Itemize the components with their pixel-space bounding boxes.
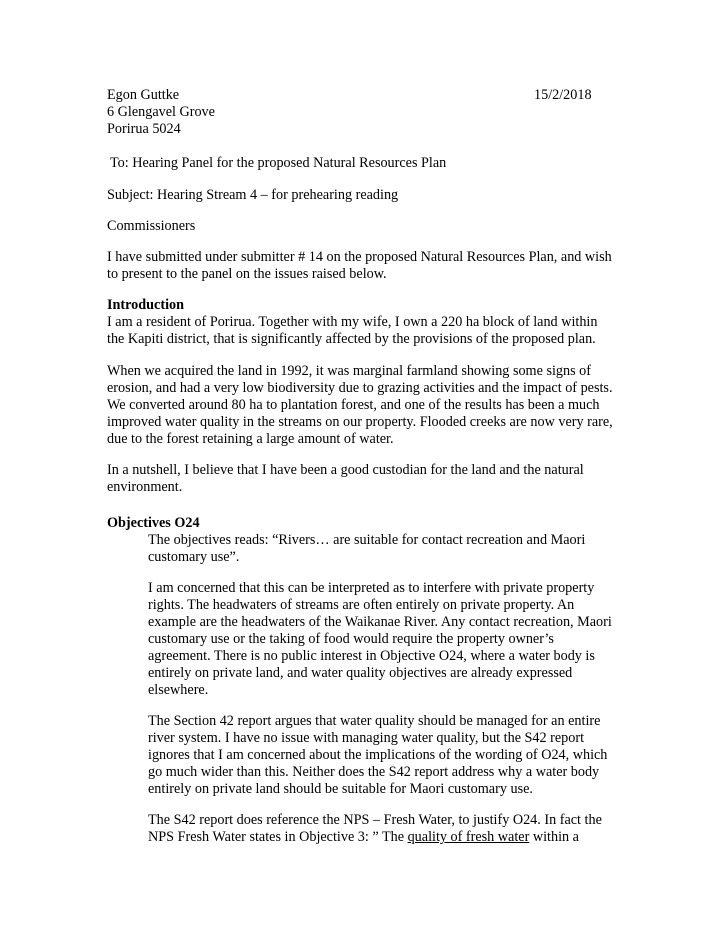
objectives-para2-line: I am concerned that this can be interpreted as to interfere with private property — [148, 580, 595, 596]
subject-line: Subject: Hearing Stream 4 – for prehearing reading — [107, 187, 399, 203]
intro-para2-line: When we acquired the land in 1992, it was marginal farmland showing some signs of — [107, 363, 591, 379]
sender-name: Egon Guttke — [107, 87, 180, 103]
objectives-para2-line: customary use or the taking of food would require the property owner’s — [148, 631, 554, 647]
objectives-para3-line: entirely on private land should be suitable for Maori customary use. — [148, 781, 533, 797]
objectives-para2-line: agreement. There is no public interest in Objective O24, where a water body is — [148, 648, 595, 664]
objectives-para2-line: rights. The headwaters of streams are often entirely on private property. An — [148, 597, 575, 613]
objectives-para2-line: example are the headwaters of the Waikanae River. Any contact recreation, Maori — [148, 614, 612, 630]
opening-line-2: to present to the panel on the issues raised below. — [107, 266, 387, 282]
objectives-para4-line-2 — [148, 829, 579, 846]
introduction-heading: Introduction — [107, 297, 184, 313]
intro-para1-line: the Kapiti district, that is significantly affected by the provisions of the proposed plan. — [107, 331, 596, 347]
intro-para3-line: environment. — [107, 479, 183, 495]
objectives-heading: Objectives O24 — [107, 515, 200, 531]
intro-para3-line: In a nutshell, I believe that I have been a good custodian for the land and the natural — [107, 462, 584, 478]
objectives-para3-line: The Section 42 report argues that water quality should be managed for an entire — [148, 713, 601, 729]
objectives-para3-line: river system. I have no issue with managing water quality, but the S42 report — [148, 730, 585, 746]
objectives-para1-line: customary use”. — [148, 549, 240, 565]
para4-text-after: within a — [529, 829, 579, 845]
objectives-para3-line: ignores that I am concerned about the implications of the wording of O24, which — [148, 747, 608, 763]
underlined-phrase: quality of fresh water — [407, 829, 530, 845]
intro-para2-line: due to the forest retaining a large amount of water. — [107, 431, 394, 447]
objectives-para4-line-1: The S42 report does reference the NPS – Fresh Water, to justify O24. In fact the — [148, 812, 602, 828]
objectives-para3-line: go much wider than this. Neither does the S42 report address why a water body — [148, 764, 600, 780]
address-line-2: Porirua 5024 — [107, 121, 181, 137]
address-line-1: 6 Glengavel Grove — [107, 104, 215, 120]
para4-text-before: NPS Fresh Water states in Objective 3: ” The — [148, 829, 408, 845]
intro-para1-line: I am a resident of Porirua. Together with my wife, I own a 220 ha block of land within — [107, 314, 598, 330]
salutation: Commissioners — [107, 218, 196, 234]
intro-para2-line: We converted around 80 ha to plantation forest, and one of the results has been a much — [107, 397, 600, 413]
objectives-para2-line: entirely on private land, and water quality objectives are already expressed — [148, 665, 573, 681]
to-line: To: Hearing Panel for the proposed Natural Resources Plan — [110, 155, 447, 171]
intro-para2-line: erosion, and had a very low biodiversity due to grazing activities and the impact of pests. — [107, 380, 613, 396]
objectives-para2-line: elsewhere. — [148, 682, 209, 698]
intro-para2-line: improved water quality in the streams on our property. Flooded creeks are now very rare, — [107, 414, 613, 430]
objectives-para1-line: The objectives reads: “Rivers… are suitable for contact recreation and Maori — [148, 532, 586, 548]
opening-line-1: I have submitted under submitter # 14 on the proposed Natural Resources Plan, and wish — [107, 249, 612, 265]
letter-date: 15/2/2018 — [534, 87, 592, 103]
